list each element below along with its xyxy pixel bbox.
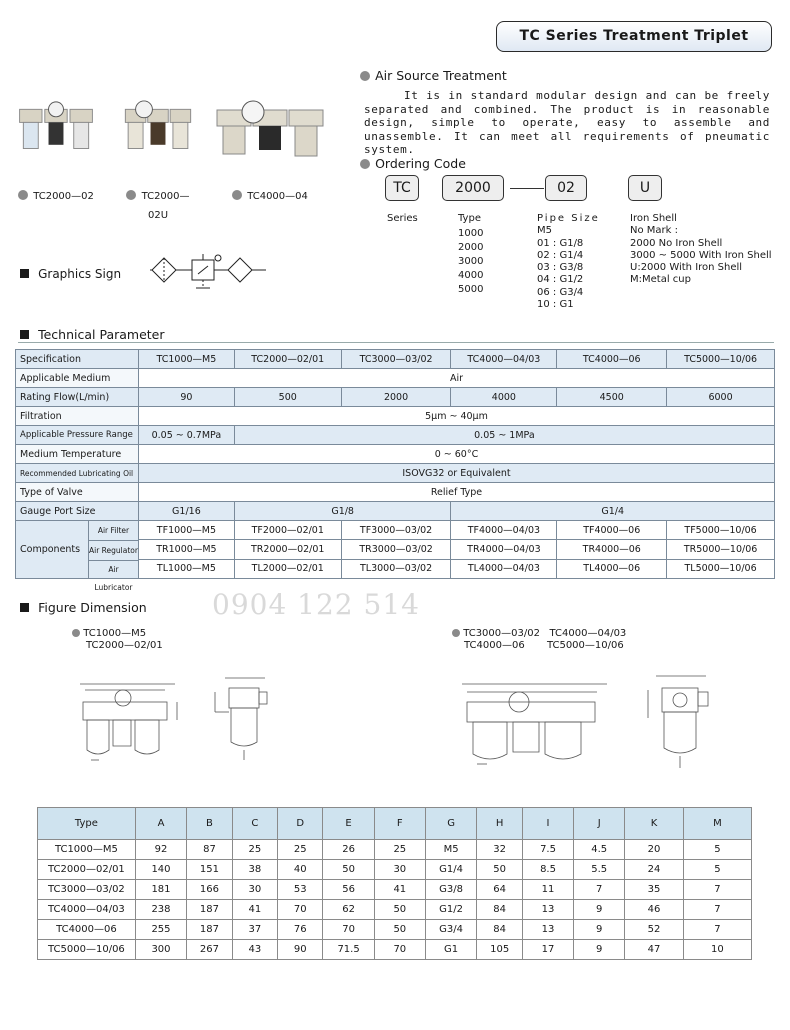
dimension-table <box>37 807 752 960</box>
dimension-drawing-small-side <box>205 668 280 768</box>
type-option: 3000 <box>458 256 484 268</box>
table-cell: 76 <box>278 920 323 940</box>
row-label: Components <box>20 544 81 555</box>
pipe-option: 10 : G1 <box>537 299 574 311</box>
table-cell: 8.5 <box>522 860 573 880</box>
table-cell: 4000 <box>451 388 557 407</box>
model-label: TC2000—02/01 <box>86 640 163 652</box>
table-cell: 38 <box>232 860 277 880</box>
pipe-list <box>537 213 600 311</box>
table-row <box>16 350 775 369</box>
table-cell: 26 <box>323 840 374 860</box>
table-cell: 30 <box>232 880 277 900</box>
table-row <box>38 920 752 940</box>
product-caption: TC2000—02 <box>33 191 94 202</box>
table-row <box>38 900 752 920</box>
table-row <box>16 464 775 483</box>
table-row <box>38 880 752 900</box>
table-row <box>16 369 775 388</box>
figure-right-models <box>452 628 626 653</box>
table-header-row <box>38 808 752 840</box>
table-cell: 50 <box>374 900 425 920</box>
row-label: Rating Flow(L/min) <box>16 388 139 407</box>
table-row <box>16 502 775 521</box>
row-type-cell: TC5000—10/06 <box>38 940 136 960</box>
square-bullet-icon <box>20 330 29 339</box>
row-label: Applicable Pressure Range <box>16 426 139 445</box>
table-cell: 2000 <box>341 388 451 407</box>
dimension-drawing-large-front <box>457 668 617 773</box>
section-heading: Air Source Treatment <box>375 68 507 83</box>
table-cell: TL2000—02/01 <box>234 559 341 578</box>
air-source-section <box>360 65 770 157</box>
model-label: TC4000—04/03 <box>549 628 627 639</box>
column-header: F <box>374 808 425 840</box>
column-header: B <box>187 808 233 840</box>
shell-option: 2000 No Iron Shell <box>630 237 723 249</box>
table-cell: 43 <box>232 940 277 960</box>
bullet-icon <box>452 629 460 637</box>
pipe-option: 01 : G1/8 <box>537 237 584 249</box>
table-cell: 166 <box>187 880 233 900</box>
graphics-heading <box>20 263 121 282</box>
pipe-option: M5 <box>537 225 552 237</box>
shell-option: M:Metal cup <box>630 274 691 286</box>
figure-left-models <box>72 628 163 653</box>
table-cell: Relief Type <box>138 483 774 502</box>
table-cell: 62 <box>323 900 374 920</box>
table-cell: 4500 <box>557 388 667 407</box>
table-cell: 238 <box>135 900 186 920</box>
row-type-cell: TC4000—04/03 <box>38 900 136 920</box>
type-option: 1000 <box>458 228 484 240</box>
table-cell: 17 <box>522 940 573 960</box>
watermark: 0904 122 514 <box>212 588 420 621</box>
table-row <box>16 445 775 464</box>
table-cell: TL4000—06 <box>557 559 667 578</box>
table-cell: TL4000—04/03 <box>451 559 557 578</box>
table-cell: 187 <box>187 900 233 920</box>
table-cell: TR4000—06 <box>557 540 667 559</box>
column-header: D <box>278 808 323 840</box>
table-cell: 4.5 <box>574 840 625 860</box>
table-cell: 10 <box>683 940 751 960</box>
table-cell: 105 <box>477 940 523 960</box>
table-cell: 32 <box>477 840 523 860</box>
table-cell: 90 <box>138 388 234 407</box>
table-cell: TC3000—03/02 <box>341 350 451 369</box>
table-cell: 46 <box>625 900 684 920</box>
table-cell: 50 <box>374 920 425 940</box>
code-shell: U <box>628 175 662 201</box>
table-cell: 25 <box>374 840 425 860</box>
product-photo <box>15 100 97 156</box>
table-cell: 7 <box>574 880 625 900</box>
table-cell: 7.5 <box>522 840 573 860</box>
column-header: H <box>477 808 523 840</box>
shell-option: No Mark : <box>630 225 678 237</box>
table-cell: TR3000—03/02 <box>341 540 451 559</box>
row-label: Type of Valve <box>16 483 139 502</box>
table-cell: TC5000—10/06 <box>667 350 775 369</box>
table-cell: 7 <box>683 900 751 920</box>
column-header: A <box>135 808 186 840</box>
table-cell: 11 <box>522 880 573 900</box>
row-type-cell: TC4000—06 <box>38 920 136 940</box>
table-cell: G3/4 <box>425 920 477 940</box>
table-cell: 50 <box>477 860 523 880</box>
table-cell: TF1000—M5 <box>138 521 234 540</box>
table-row <box>16 521 775 540</box>
table-cell: G1/2 <box>425 900 477 920</box>
table-cell: TL3000—03/02 <box>341 559 451 578</box>
table-cell: G3/8 <box>425 880 477 900</box>
table-cell: Air <box>138 369 774 388</box>
shell-list <box>630 213 772 287</box>
product-caption: TC4000—04 <box>247 191 308 202</box>
row-label: Medium Temperature <box>16 445 139 464</box>
tech-heading <box>20 324 165 343</box>
table-row <box>16 388 775 407</box>
product-tc2000-02 <box>15 100 97 203</box>
product-photo <box>117 100 199 156</box>
table-cell: 0 ~ 60°C <box>138 445 774 464</box>
table-cell: 87 <box>187 840 233 860</box>
table-cell: 140 <box>135 860 186 880</box>
table-cell: 41 <box>232 900 277 920</box>
table-cell: TL1000—M5 <box>138 559 234 578</box>
table-cell: 9 <box>574 940 625 960</box>
code-pipe: 02 <box>545 175 587 201</box>
table-cell: 267 <box>187 940 233 960</box>
column-header: K <box>625 808 684 840</box>
table-cell: 13 <box>522 920 573 940</box>
product-photo <box>215 100 325 160</box>
table-row <box>38 940 752 960</box>
code-type: 2000 <box>442 175 504 201</box>
row-label: Filtration <box>16 407 139 426</box>
heading-underline <box>18 342 774 343</box>
table-cell: 71.5 <box>323 940 374 960</box>
table-cell: 90 <box>278 940 323 960</box>
table-cell: 25 <box>278 840 323 860</box>
row-type-cell: TC2000—02/01 <box>38 860 136 880</box>
table-cell: 41 <box>374 880 425 900</box>
components-cell <box>16 521 139 592</box>
model-label: TC3000—03/02 <box>463 628 540 639</box>
table-cell: 70 <box>278 900 323 920</box>
row-label: Specification <box>16 350 139 369</box>
table-cell: ISOVG32 or Equivalent <box>138 464 774 483</box>
table-cell: 24 <box>625 860 684 880</box>
section-heading: Ordering Code <box>375 156 466 171</box>
bullet-icon <box>360 71 370 81</box>
shell-option: U:2000 With Iron Shell <box>630 262 743 274</box>
product-tc4000-04 <box>215 100 325 203</box>
type-label: Type <box>458 213 481 224</box>
square-bullet-icon <box>20 269 29 278</box>
table-cell: TC4000—04/03 <box>451 350 557 369</box>
table-row <box>16 407 775 426</box>
column-header: E <box>323 808 374 840</box>
table-cell: G1/8 <box>234 502 451 521</box>
table-cell: 50 <box>323 860 374 880</box>
pipe-option: 06 : G3/4 <box>537 286 584 298</box>
pipe-label: Pipe Size <box>537 213 600 224</box>
table-cell: M5 <box>425 840 477 860</box>
table-cell: 64 <box>477 880 523 900</box>
table-cell: 25 <box>232 840 277 860</box>
type-option: 4000 <box>458 270 484 282</box>
table-cell: 70 <box>323 920 374 940</box>
table-cell: 52 <box>625 920 684 940</box>
dimension-drawing-large-side <box>640 668 720 773</box>
table-cell: 181 <box>135 880 186 900</box>
column-header: I <box>522 808 573 840</box>
graphics-symbol-icon <box>148 248 268 294</box>
ordering-heading <box>360 153 466 172</box>
table-cell: 47 <box>625 940 684 960</box>
table-row <box>16 426 775 445</box>
model-label: TC4000—06 <box>464 640 525 652</box>
table-cell: 9 <box>574 920 625 940</box>
tech-table <box>15 349 775 592</box>
table-cell: TF2000—02/01 <box>234 521 341 540</box>
column-header: C <box>232 808 277 840</box>
table-cell: G1/16 <box>138 502 234 521</box>
table-cell: 70 <box>374 940 425 960</box>
component-name: Air Filter <box>89 521 138 541</box>
pipe-option: 03 : G3/8 <box>537 262 584 274</box>
bullet-icon <box>126 190 136 200</box>
pipe-option: 02 : G1/4 <box>537 249 584 261</box>
section-heading: Figure Dimension <box>38 600 147 615</box>
shell-option: 3000 ~ 5000 With Iron Shell <box>630 249 772 261</box>
section-heading: Technical Parameter <box>38 327 165 342</box>
bullet-icon <box>18 190 28 200</box>
table-cell: 30 <box>374 860 425 880</box>
table-cell: 37 <box>232 920 277 940</box>
row-type-cell: TC1000—M5 <box>38 840 136 860</box>
figure-heading <box>20 597 147 616</box>
table-cell: 40 <box>278 860 323 880</box>
table-cell: 300 <box>135 940 186 960</box>
table-cell: TR2000—02/01 <box>234 540 341 559</box>
table-cell: 5.5 <box>574 860 625 880</box>
table-cell: TR1000—M5 <box>138 540 234 559</box>
pipe-option: 04 : G1/2 <box>537 274 584 286</box>
code-connector <box>510 188 544 189</box>
component-name: Air Lubricator <box>94 565 133 592</box>
square-bullet-icon <box>20 603 29 612</box>
table-cell: 53 <box>278 880 323 900</box>
type-option: 2000 <box>458 242 484 254</box>
bullet-icon <box>72 629 80 637</box>
row-type-cell: TC3000—03/02 <box>38 880 136 900</box>
table-cell: TF5000—10/06 <box>667 521 775 540</box>
table-cell: 255 <box>135 920 186 940</box>
table-cell: 0.05 ~ 1MPa <box>234 426 774 445</box>
table-cell: 9 <box>574 900 625 920</box>
table-cell: 5 <box>683 860 751 880</box>
column-header: M <box>683 808 751 840</box>
table-cell: 7 <box>683 920 751 940</box>
section-heading: Graphics Sign <box>38 267 122 281</box>
table-cell: 13 <box>522 900 573 920</box>
dimension-drawing-small-front <box>75 668 195 768</box>
table-cell: 5μm ~ 40μm <box>138 407 774 426</box>
table-cell: TL5000—10/06 <box>667 559 775 578</box>
column-header: J <box>574 808 625 840</box>
series-label: Series <box>387 213 418 224</box>
column-header: G <box>425 808 477 840</box>
page-title: TC Series Treatment Triplet <box>496 21 772 52</box>
table-cell: 0.05 ~ 0.7MPa <box>138 426 234 445</box>
table-cell: TR4000—04/03 <box>451 540 557 559</box>
table-cell: TC2000—02/01 <box>234 350 341 369</box>
type-option: 5000 <box>458 284 484 296</box>
table-cell: 500 <box>234 388 341 407</box>
table-cell: G1 <box>425 940 477 960</box>
table-cell: 56 <box>323 880 374 900</box>
table-cell: TC4000—06 <box>557 350 667 369</box>
model-label: TC1000—M5 <box>83 628 147 639</box>
component-name: Air Regulator <box>89 541 138 561</box>
table-row <box>16 483 775 502</box>
model-label: TC5000—10/06 <box>546 640 624 652</box>
table-cell: TR5000—10/06 <box>667 540 775 559</box>
description-text: It is in standard modular design and can be freely separated and combined. The product is in reasonable design, simple to operate, easy to assemble and unassemble. It can meet all requirements of pneumatic system. <box>364 89 770 156</box>
table-cell: 151 <box>187 860 233 880</box>
product-caption: TC2000—02U <box>141 191 190 221</box>
type-list <box>458 213 483 297</box>
table-cell: 187 <box>187 920 233 940</box>
table-cell: TF4000—04/03 <box>451 521 557 540</box>
table-cell: 84 <box>477 920 523 940</box>
table-cell: 5 <box>683 840 751 860</box>
product-images <box>15 100 315 221</box>
table-body <box>38 840 752 960</box>
bullet-icon <box>232 190 242 200</box>
table-cell: G1/4 <box>451 502 775 521</box>
table-cell: TF3000—03/02 <box>341 521 451 540</box>
table-cell: TC1000—M5 <box>138 350 234 369</box>
bullet-icon <box>360 159 370 169</box>
column-header: Type <box>38 808 136 840</box>
table-cell: 35 <box>625 880 684 900</box>
row-label: Gauge Port Size <box>16 502 139 521</box>
code-series: TC <box>385 175 419 201</box>
shell-label: Iron Shell <box>630 213 677 224</box>
table-row <box>38 840 752 860</box>
table-cell: 20 <box>625 840 684 860</box>
table-cell: 84 <box>477 900 523 920</box>
table-cell: 7 <box>683 880 751 900</box>
table-row <box>38 860 752 880</box>
product-tc2000-02u <box>117 100 199 222</box>
table-cell: TF4000—06 <box>557 521 667 540</box>
table-cell: 6000 <box>667 388 775 407</box>
table-cell: 92 <box>135 840 186 860</box>
row-label: Applicable Medium <box>16 369 139 388</box>
row-label: Recommended Lubricating Oil <box>16 464 139 483</box>
table-cell: G1/4 <box>425 860 477 880</box>
